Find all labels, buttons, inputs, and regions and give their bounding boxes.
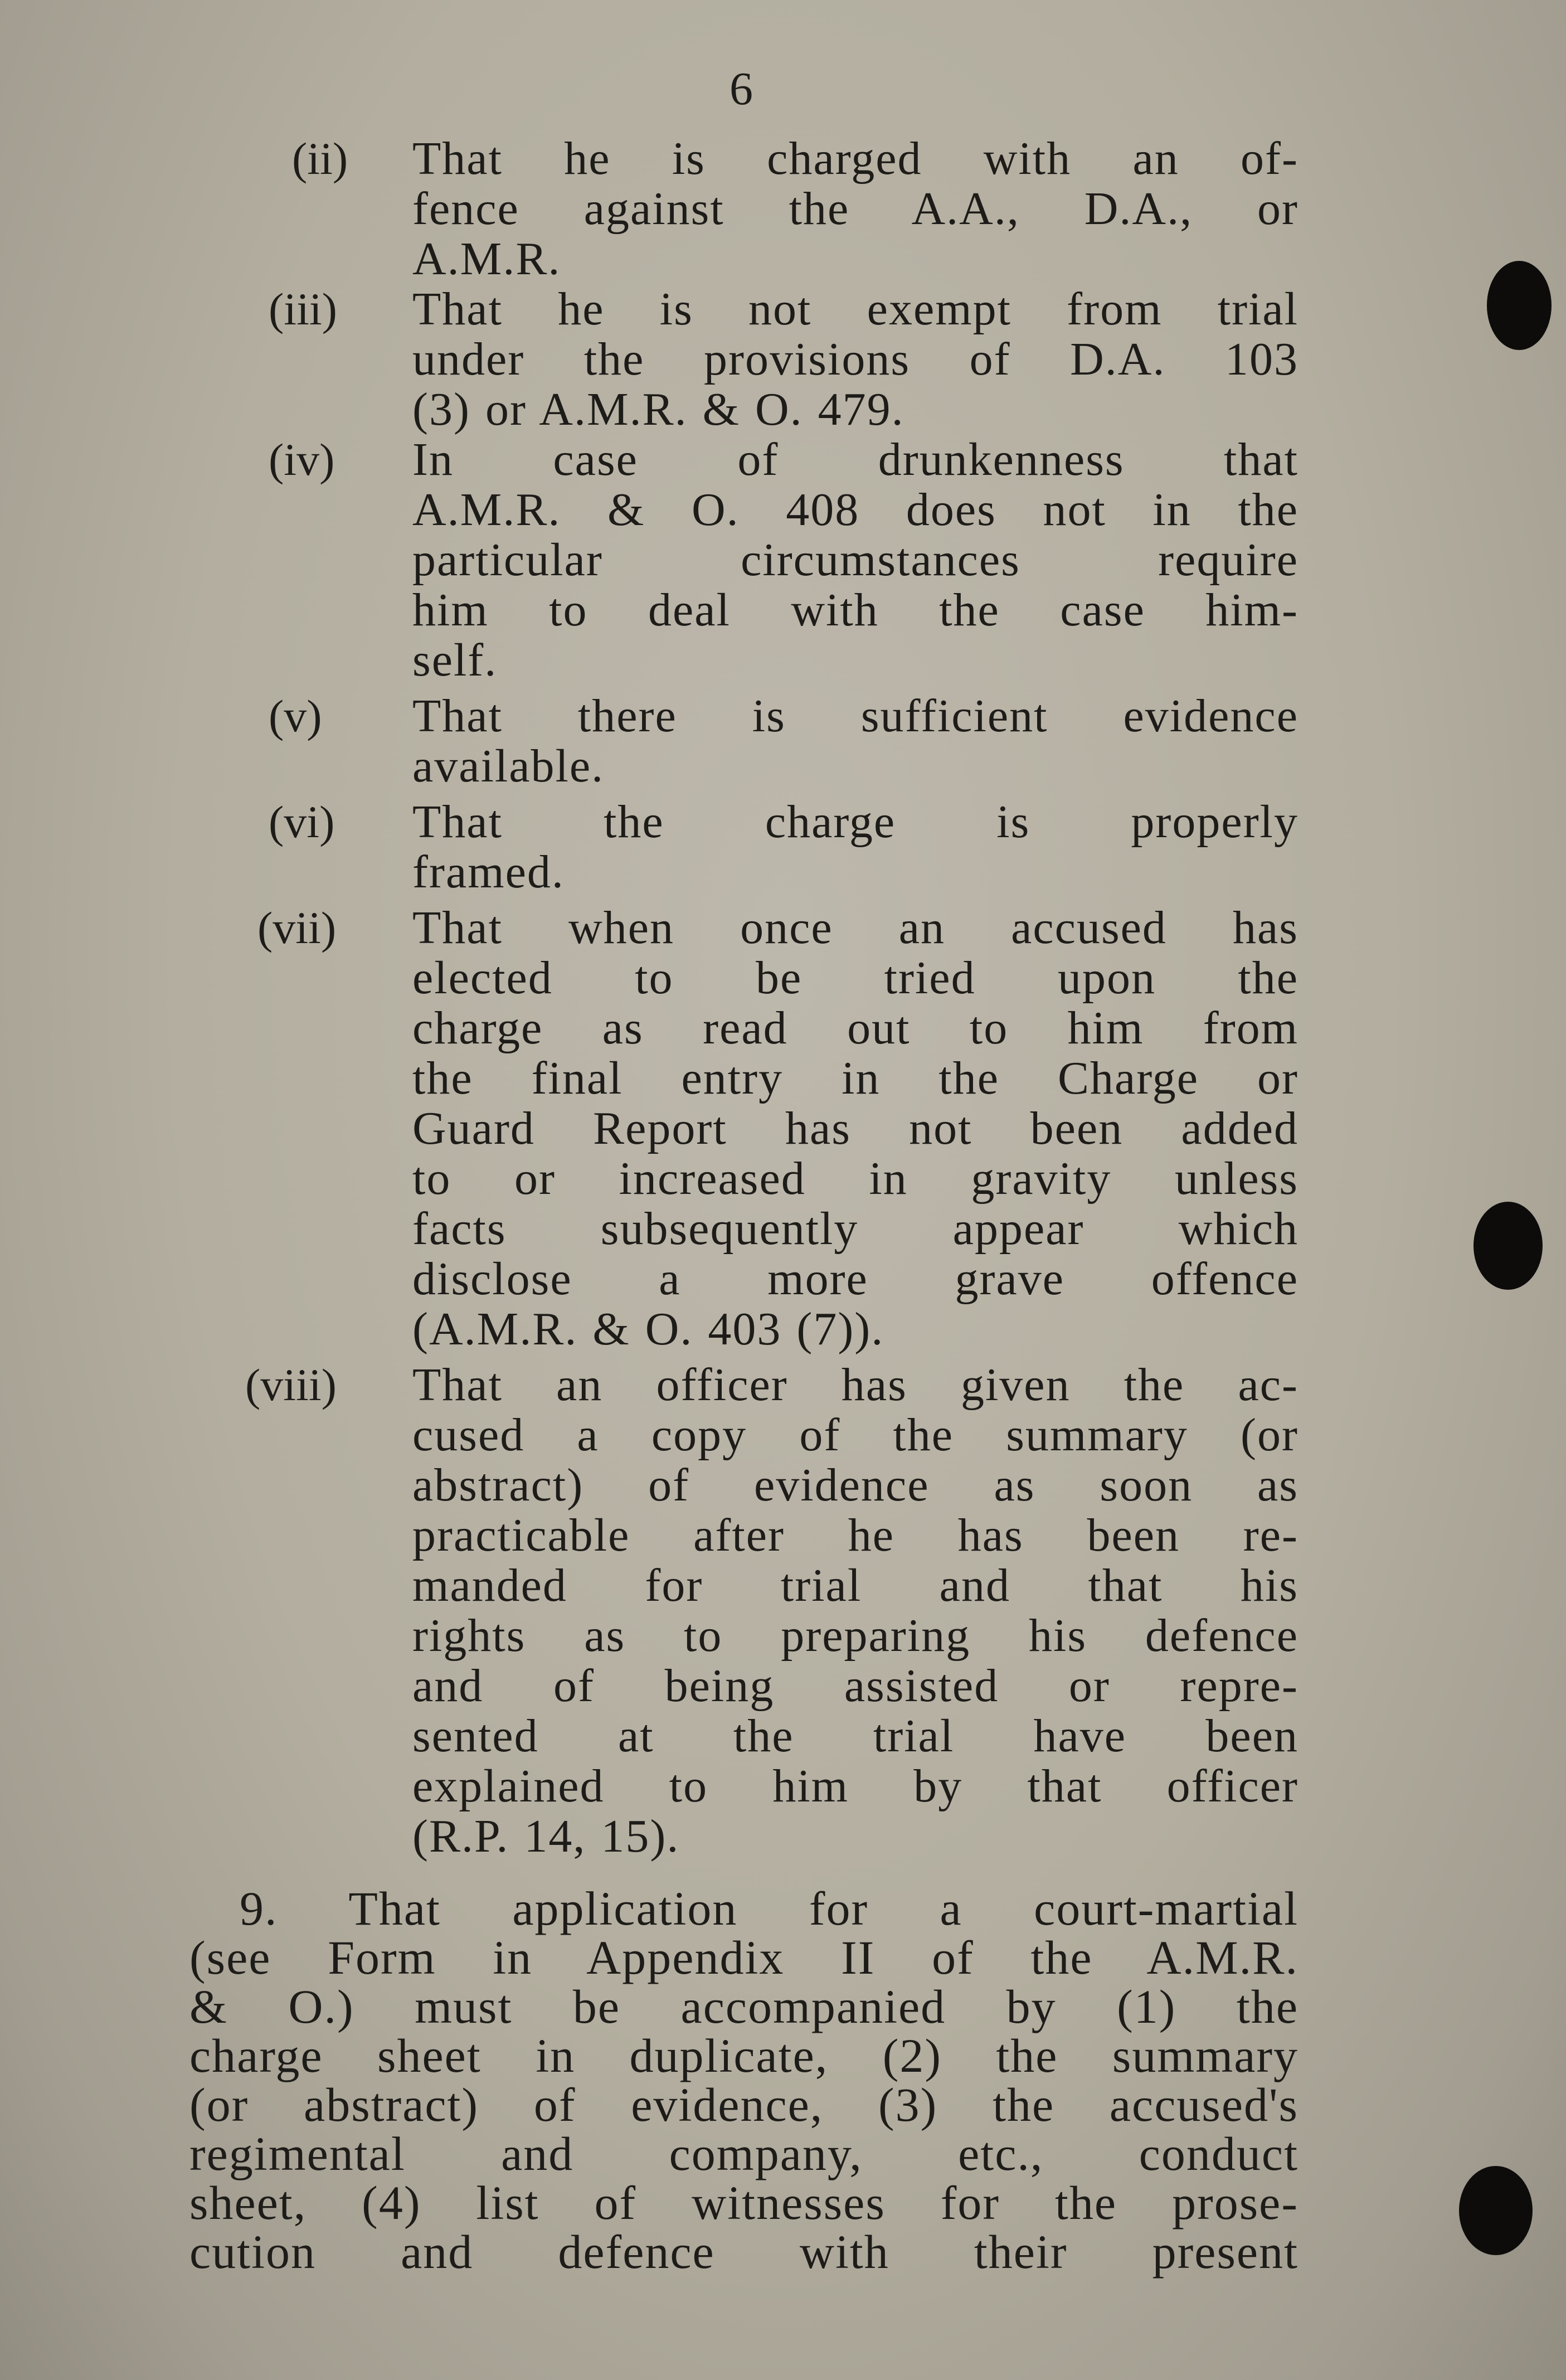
text-line: framed. xyxy=(412,846,565,898)
text-line: That he is not exempt from trial xyxy=(412,283,1298,335)
punch-hole-top xyxy=(1487,261,1552,350)
text-line: and of being assisted or repre- xyxy=(412,1660,1298,1712)
text-line: That there is sufficient evidence xyxy=(412,690,1298,742)
text-line: A.M.R. xyxy=(412,233,561,285)
item-label: (vii) xyxy=(257,902,337,953)
text-line: That he is charged with an of- xyxy=(412,133,1298,184)
item-text xyxy=(412,797,1298,897)
text-line: facts subsequently appear which xyxy=(412,1203,1298,1255)
page-number: 6 xyxy=(729,63,753,115)
text-line: particular circumstances require xyxy=(412,534,1298,586)
text-line: him to deal with the case him- xyxy=(412,584,1298,636)
item-label: (v) xyxy=(269,691,322,741)
paragraph-line: & O.) must be accompanied by (1) the xyxy=(189,1980,1298,2033)
item-label: (vi) xyxy=(269,796,335,847)
text-line: (R.P. 14, 15). xyxy=(412,1810,680,1862)
text-line: cused a copy of the summary (or xyxy=(412,1409,1298,1461)
paragraph-line: sheet, (4) list of witnesses for the prose- xyxy=(189,2176,1298,2230)
item-text xyxy=(412,691,1298,791)
item-text xyxy=(412,903,1298,1354)
item-label: (iii) xyxy=(269,284,337,334)
text-line: sented at the trial have been xyxy=(412,1710,1298,1762)
text-line: rights as to preparing his defence xyxy=(412,1610,1298,1662)
paragraph-line: (or abstract) of evidence, (3) the accused's xyxy=(189,2078,1298,2131)
text-line: That when once an accused has xyxy=(412,902,1298,954)
text-line: under the provisions of D.A. 103 xyxy=(412,333,1298,385)
punch-hole-middle xyxy=(1473,1202,1543,1290)
text-line: charge as read out to him from xyxy=(412,1002,1298,1054)
text-line: A.M.R. & O. 408 does not in the xyxy=(412,484,1298,536)
paragraph-line: charge sheet in duplicate, (2) the summary xyxy=(189,2029,1298,2082)
text-line: fence against the A.A., D.A., or xyxy=(412,183,1298,235)
paragraph-line: cution and defence with their present xyxy=(189,2225,1298,2279)
text-line: elected to be tried upon the xyxy=(412,952,1298,1004)
text-line: self. xyxy=(412,634,498,686)
text-line: That the charge is properly xyxy=(412,796,1298,848)
text-line: manded for trial and that his xyxy=(412,1560,1298,1611)
text-line: to or increased in gravity unless xyxy=(412,1153,1298,1204)
item-label: (iv) xyxy=(269,434,335,485)
text-line: practicable after he has been re- xyxy=(412,1509,1298,1561)
text-line: the final entry in the Charge or xyxy=(412,1052,1298,1104)
text-line: (3) or A.M.R. & O. 479. xyxy=(412,383,904,435)
item-text xyxy=(412,435,1298,686)
punch-hole-bottom xyxy=(1459,2166,1533,2255)
item-text xyxy=(412,284,1298,435)
text-line: explained to him by that officer xyxy=(412,1760,1298,1812)
item-text xyxy=(412,1360,1298,1862)
item-label: (ii) xyxy=(292,133,348,184)
text-line: That an officer has given the ac- xyxy=(412,1359,1298,1411)
text-line: disclose a more grave offence xyxy=(412,1253,1298,1305)
paragraph-line: regimental and company, etc., conduct xyxy=(189,2127,1298,2180)
paragraph-line: 9. That application for a court-martial xyxy=(240,1882,1298,1935)
text-line: abstract) of evidence as soon as xyxy=(412,1459,1298,1511)
paragraph-line: (see Form in Appendix II of the A.M.R. xyxy=(189,1931,1298,1984)
text-line: (A.M.R. & O. 403 (7)). xyxy=(412,1303,884,1355)
text-line: available. xyxy=(412,740,605,792)
paragraph-9 xyxy=(189,1882,1298,2279)
text-line: Guard Report has not been added xyxy=(412,1102,1298,1154)
item-text xyxy=(412,134,1298,284)
item-label: (viii) xyxy=(245,1359,337,1410)
text-line: In case of drunkenness that xyxy=(412,434,1298,485)
